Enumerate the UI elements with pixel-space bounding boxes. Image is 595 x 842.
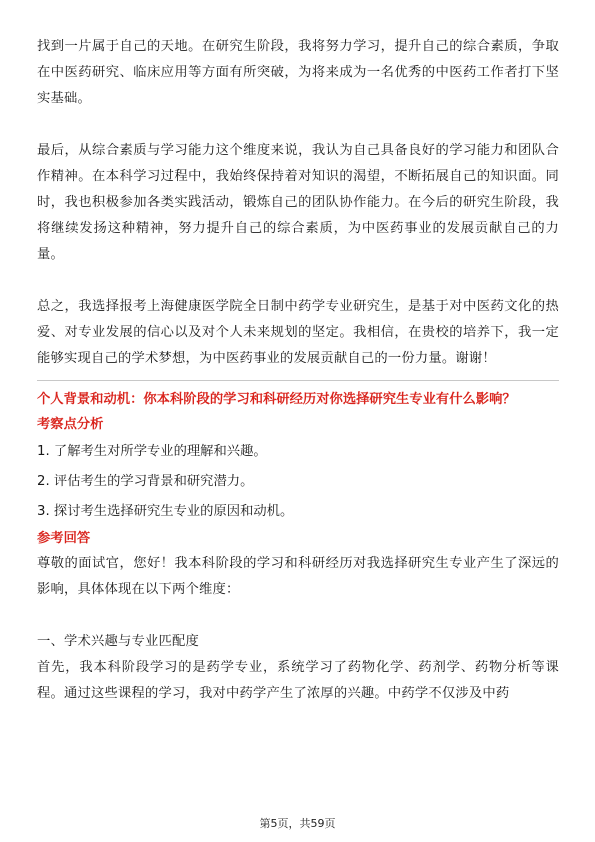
- analysis-heading: 考察点分析: [37, 417, 104, 432]
- paragraph-continuation: 找到一片属于自己的天地。在研究生阶段，我将努力学习，提升自己的综合素质，争取在中医药研究、临床应用等方面有所突破，为将来成为一名优秀的中医药工作者打下坚实基础。: [37, 39, 559, 106]
- paragraph-summary-ability: 最后，从综合素质与学习能力这个维度来说，我认为自己具备良好的学习能力和团队合作精神。在本科学习过程中，我始终保持着对知识的渴望，不断拓展自己的知识面。同时，我也积极参加各类实践活动，锻炼自己的团队协作能力。在今后的研究生阶段，我将继续发扬这种精神，努力提升自己的综合素质，为中医药事业的发展贡献自己的力量。: [37, 143, 559, 262]
- section-divider: [37, 380, 559, 381]
- list-item: 2. 评估考生的学习背景和研究潜力。: [37, 474, 254, 489]
- document-page: [37, 34, 559, 707]
- section-heading: 一、学术兴趣与专业匹配度: [37, 634, 199, 649]
- page-number: 第5页，共59页: [259, 817, 336, 830]
- analysis-list: [37, 437, 559, 527]
- section-text: 首先，我本科阶段学习的是药学专业，系统学习了药物化学、药剂学、药物分析等课程。通过这些课程的学习，我对中药学产生了浓厚的兴趣。中药学不仅涉及中药: [37, 660, 559, 701]
- answer-intro: 尊敬的面试官，您好！我本科阶段的学习和科研经历对我选择研究生专业产生了深远的影响，具体体现在以下两个维度：: [37, 556, 559, 597]
- question-title: 个人背景和动机：你本科阶段的学习和科研经历对你选择研究生专业有什么影响？: [37, 392, 516, 407]
- list-item: 3. 探讨考生选择研究生专业的原因和动机。: [37, 504, 294, 519]
- answer-heading: 参考回答: [37, 531, 91, 546]
- paragraph-conclusion: 总之，我选择报考上海健康医学院全日制中药学专业研究生，是基于对中医药文化的热爱、对专业发展的信心以及对个人未来规划的坚定。我相信，在贵校的培养下，我一定能够实现自己的学术梦想，为中医药事业的发展贡献自己的一份力量。谢谢！: [37, 299, 559, 366]
- list-item: 1. 了解考生对所学专业的理解和兴趣。: [37, 444, 267, 459]
